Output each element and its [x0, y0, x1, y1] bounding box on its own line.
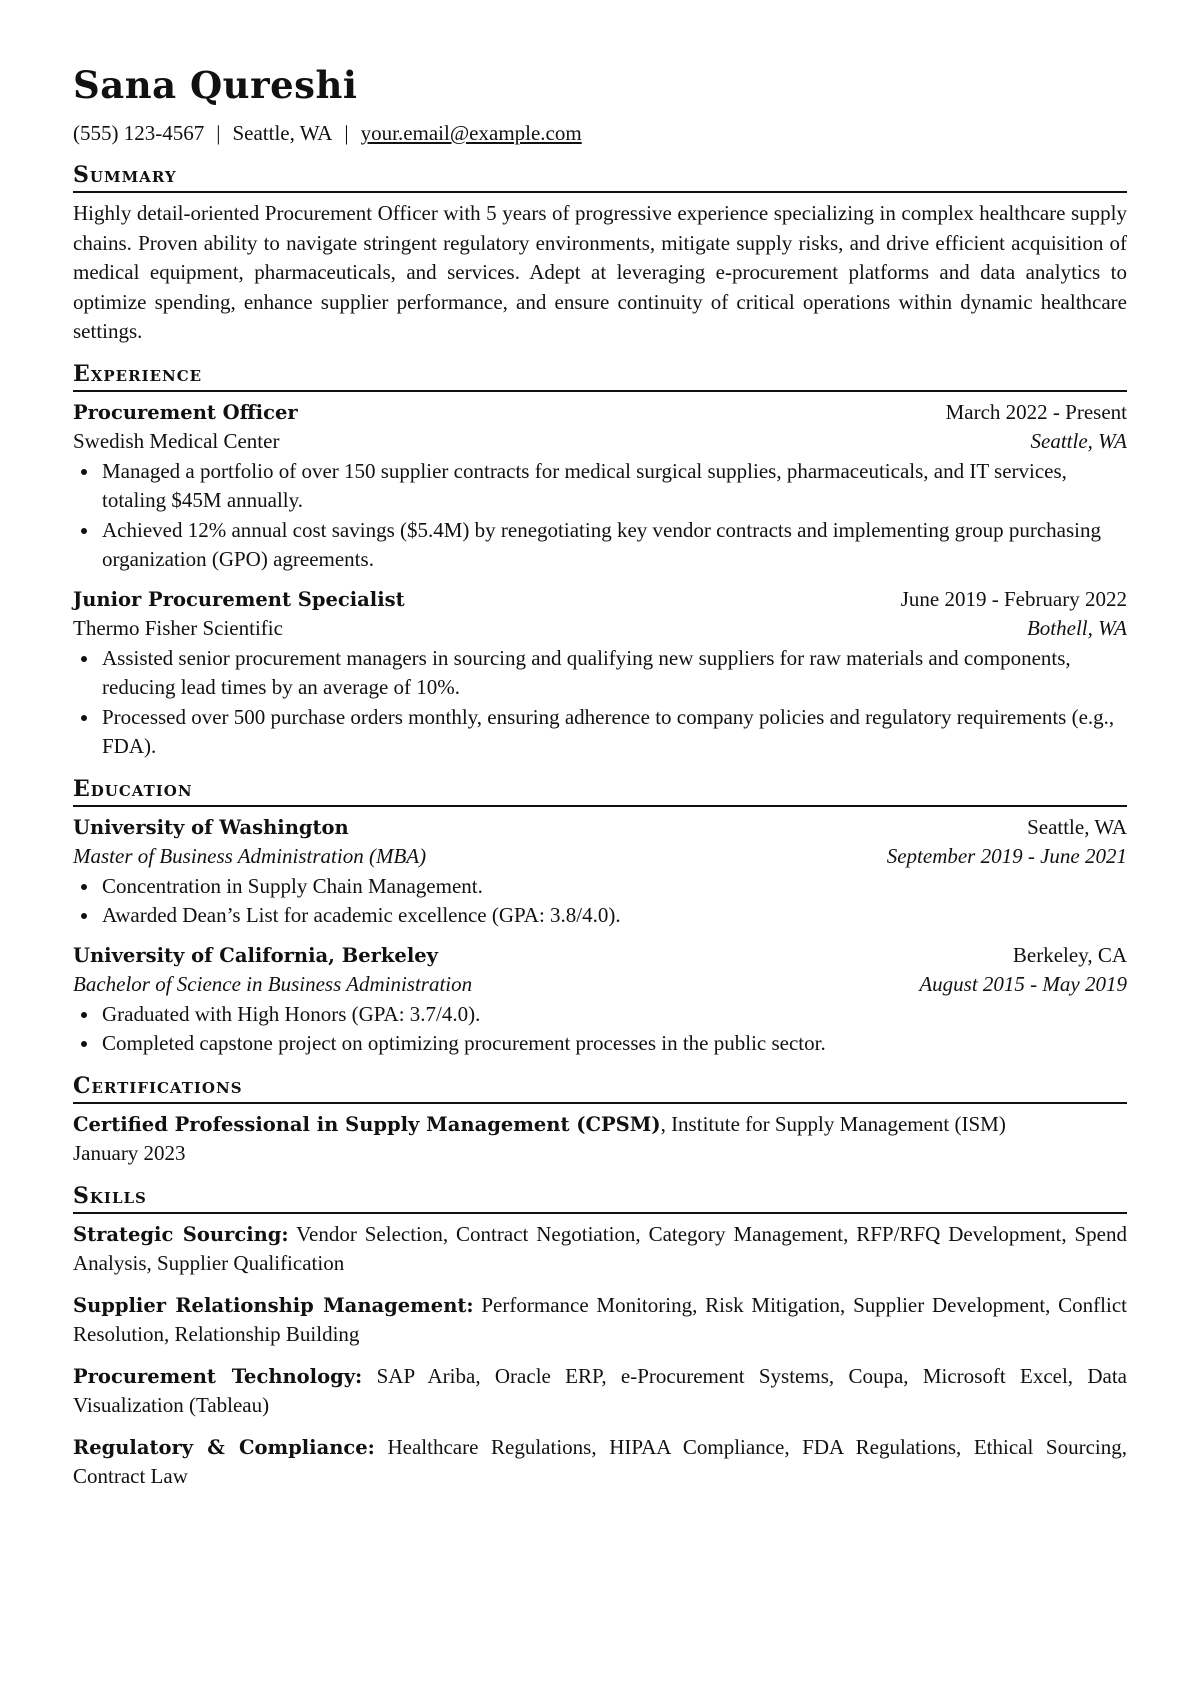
skill-label: Procurement Technology:	[73, 1364, 363, 1388]
entry-header	[73, 585, 1127, 615]
list-item: • Concentration in Supply Chain Management.	[100, 872, 1127, 902]
degree: Master of Business Administration (MBA)	[73, 844, 427, 868]
section-title-experience: Experience	[73, 359, 1127, 392]
entry-subheader	[73, 970, 1127, 1000]
entry-header	[73, 398, 1127, 428]
experience-entry	[73, 585, 1127, 762]
skill-items: Healthcare Regulations, HIPAA Compliance, FDA Regulations, Ethical Sourcing, Contract Law	[73, 1434, 1127, 1488]
section-title-education: Education	[73, 774, 1127, 807]
list-item: • Graduated with High Honors (GPA: 3.7/4.0).	[100, 1000, 1127, 1030]
certification-name: Certified Professional in Supply Management (CPSM)	[73, 1112, 661, 1136]
list-item: • Processed over 500 purchase orders monthly, ensuring adherence to company policies and regulatory requirements (e.g., FDA).	[100, 703, 1127, 762]
job-location: Seattle, WA	[1030, 429, 1127, 453]
list-item: • Managed a portfolio of over 150 supplier contracts for medical surgical supplies, pharmaceuticals, and IT services, totaling $45M annually.	[100, 457, 1127, 516]
bullet-list	[73, 457, 1127, 575]
entry-header	[73, 813, 1127, 843]
certification-date: January 2023	[73, 1141, 186, 1165]
school-location: Berkeley, CA	[1012, 942, 1127, 967]
entry-subheader	[73, 842, 1127, 872]
separator: |	[216, 121, 221, 145]
bullet-list	[73, 644, 1127, 762]
resume-page	[73, 58, 1127, 1504]
skill-label: Regulatory & Compliance:	[73, 1435, 375, 1459]
summary-text: Highly detail-oriented Procurement Officer with 5 years of progressive experience specializing in complex healthcare supply chains. Proven ability to navigate stringent regulatory environments, mitigate supply risks, and drive efficient acquisition of medical equipment, pharmaceuticals, and services. Adept at leveraging e-procurement platforms and data analytics to optimize spending, enhance supplier performance, and ensure continuity of critical operations within dynamic healthcare settings.	[73, 201, 1127, 343]
education-dates: September 2019 - June 2021	[886, 844, 1127, 868]
email-link[interactable]: your.email@example.com	[360, 121, 582, 145]
school-name: University of Washington	[73, 815, 349, 839]
list-item: • Completed capstone project on optimizing procurement processes in the public sector.	[100, 1029, 1127, 1059]
education-dates: August 2015 - May 2019	[919, 972, 1127, 996]
bullet-list	[73, 1000, 1127, 1059]
company-name: Thermo Fisher Scientific	[73, 616, 283, 640]
job-role: Junior Procurement Specialist	[73, 587, 405, 611]
education-entry	[73, 941, 1127, 1059]
job-dates: March 2022 - Present	[945, 399, 1127, 424]
job-dates: June 2019 - February 2022	[900, 586, 1127, 611]
skill-items: SAP Ariba, Oracle ERP, e-Procurement Systems, Coupa, Microsoft Excel, Data Visualization (Tableau)	[73, 1363, 1128, 1417]
job-location: Bothell, WA	[1026, 616, 1127, 640]
company-name: Swedish Medical Center	[73, 429, 280, 453]
experience-entry	[73, 398, 1127, 575]
certification-entry	[73, 1110, 1127, 1169]
school-name: University of California, Berkeley	[73, 943, 438, 967]
contact-line	[73, 118, 1127, 148]
phone: (555) 123-4567	[73, 121, 205, 145]
candidate-name: Sana Qureshi	[73, 63, 358, 107]
section-title-certifications: Certifications	[73, 1071, 1127, 1104]
list-item: • Achieved 12% annual cost savings ($5.4M) by renegotiating key vendor contracts and implementing group purchasing organization (GPO) agreements.	[100, 516, 1127, 575]
skill-items: Performance Monitoring, Risk Mitigation, Supplier Development, Conflict Resolution, Relationship Building	[73, 1292, 1127, 1346]
section-title-summary: Summary	[73, 160, 1127, 193]
education-entry	[73, 813, 1127, 931]
skill-group	[73, 1291, 1127, 1350]
entry-subheader	[73, 614, 1127, 644]
location: Seattle, WA	[232, 121, 333, 145]
skill-group	[73, 1362, 1127, 1421]
school-location: Seattle, WA	[1027, 814, 1127, 839]
skill-group	[73, 1433, 1127, 1492]
skill-items: Vendor Selection, Contract Negotiation, Category Management, RFP/RFQ Development, Spend Analysis, Supplier Qualification	[73, 1221, 1128, 1275]
separator: |	[344, 121, 349, 145]
list-item: • Assisted senior procurement managers in sourcing and qualifying new suppliers for raw materials and components, reducing lead times by an average of 10%.	[100, 644, 1127, 703]
skill-label: Strategic Sourcing:	[73, 1222, 289, 1246]
certification-issuer: , Institute for Supply Management (ISM)	[660, 1111, 1006, 1136]
entry-subheader	[73, 427, 1127, 457]
skill-label: Supplier Relationship Management:	[73, 1293, 474, 1317]
entry-header	[73, 941, 1127, 971]
skill-group	[73, 1220, 1127, 1279]
degree: Bachelor of Science in Business Administration	[73, 972, 473, 996]
list-item: • Awarded Dean’s List for academic excellence (GPA: 3.8/4.0).	[100, 901, 1127, 931]
section-title-skills: Skills	[73, 1181, 1127, 1214]
bullet-list	[73, 872, 1127, 931]
job-role: Procurement Officer	[73, 400, 298, 424]
